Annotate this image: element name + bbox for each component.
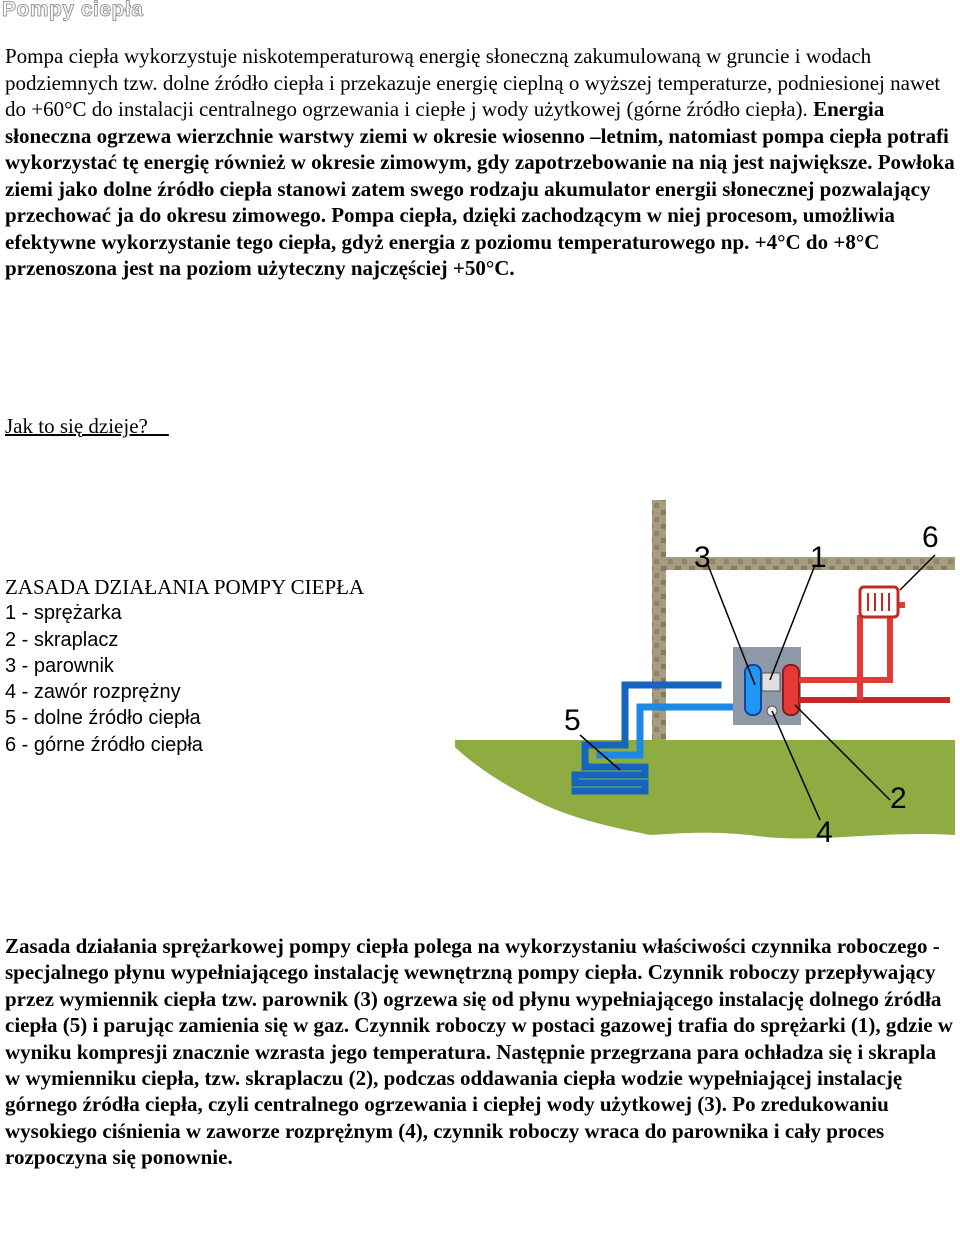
- diagram-label-5: 5: [564, 704, 581, 737]
- legend-item: 6 - górne źródło ciepła: [5, 733, 203, 756]
- diagram-label-4: 4: [816, 816, 833, 849]
- diagram-label-3: 3: [694, 541, 711, 574]
- diagram-label-2: 2: [890, 782, 907, 815]
- section-question: Jak to się dzieje?: [5, 414, 169, 438]
- legend: [5, 574, 364, 758]
- intro-paragraph: [5, 43, 955, 282]
- legend-item: 2 - skraplacz: [5, 628, 119, 651]
- legend-title: ZASADA DZIAŁANIA POMPY CIEPŁA: [5, 575, 365, 599]
- evaporator: [745, 665, 761, 715]
- legend-item: 1 - sprężarka: [5, 602, 122, 625]
- diagram-label-6: 6: [922, 521, 939, 554]
- heating-circuit-pipes: [799, 605, 950, 700]
- legend-item: 5 - dolne źródło ciepła: [5, 707, 201, 730]
- legend-item: 3 - parownik: [5, 654, 114, 677]
- intro-part-3: Pompa ciepła, dzięki zachodzącym w niej procesom, umożliwia efektywne wykorzystanie tego ciepła, gdyż energia z poziomu temperaturowego np. +4°C do +8°C przenoszona jest na poziom użyteczny najczęściej +50°C.: [5, 203, 895, 280]
- page-title: Pompy ciepła: [2, 0, 144, 21]
- diagram-label-1: 1: [810, 541, 827, 574]
- intro-part-2: Energia słoneczna ogrzewa wierzchnie warstwy ziemi w okresie wiosenno –letnim, natomiast pompa ciepła potrafi wykorzystać tę energię również w okresie zimowym, gdy zapotrzebowanie na nią jest największe. Powłoka ziemi jako dolne źródło ciepła stanowi zatem swego rodzaju akumulator energii słonecznej pozwalający przechować ja do okresu zimowego.: [5, 97, 955, 227]
- radiator: [860, 587, 898, 617]
- legend-item: 4 - zawór rozprężny: [5, 681, 181, 704]
- heat-pump-diagram: [450, 495, 955, 875]
- explanation-paragraph: Zasada działania sprężarkowej pompy ciepła polega na wykorzystaniu właściwości czynnika roboczego - specjalnego płynu wypełniającego instalację wewnętrzną pompy ciepła. Czynnik roboczy przepływający przez wymiennik ciepła tzw. parownik (3) ogrzewa się od płynu wypełniającego instalację dolnego źródła ciepła (5) i parując zamienia się w gaz. Czynnik roboczy w postaci gazowej trafia do sprężarki (1), gdzie w wyniku kompresji znacznie wzrasta jego temperatura. Następnie przegrzana para ochładza się i skrapla w wymienniku ciepła, tzw. skraplaczu (2), podczas oddawania ciepła wodzie wypełniającej instalację górnego źródła ciepła, czyli centralnego ogrzewania i ciepłej wody użytkowej (3). Po zredukowaniu wysokiego ciśnienia w zaworze rozprężnym (4), czynnik roboczy wraca do parownika i cały proces rozpoczyna się ponownie.: [5, 934, 953, 1170]
- intro-part-1: Pompa ciepła wykorzystuje niskotemperaturową energię słoneczną zakumulowaną w gruncie i wodach podziemnych tzw. dolne źródło ciepła i przekazuje energię cieplną o wyższej temperaturze, podniesionej nawet do +60°C do instalacji centralnego ogrzewania i ciepłe j wody użytkowej (górne źródło ciepła).: [5, 44, 941, 121]
